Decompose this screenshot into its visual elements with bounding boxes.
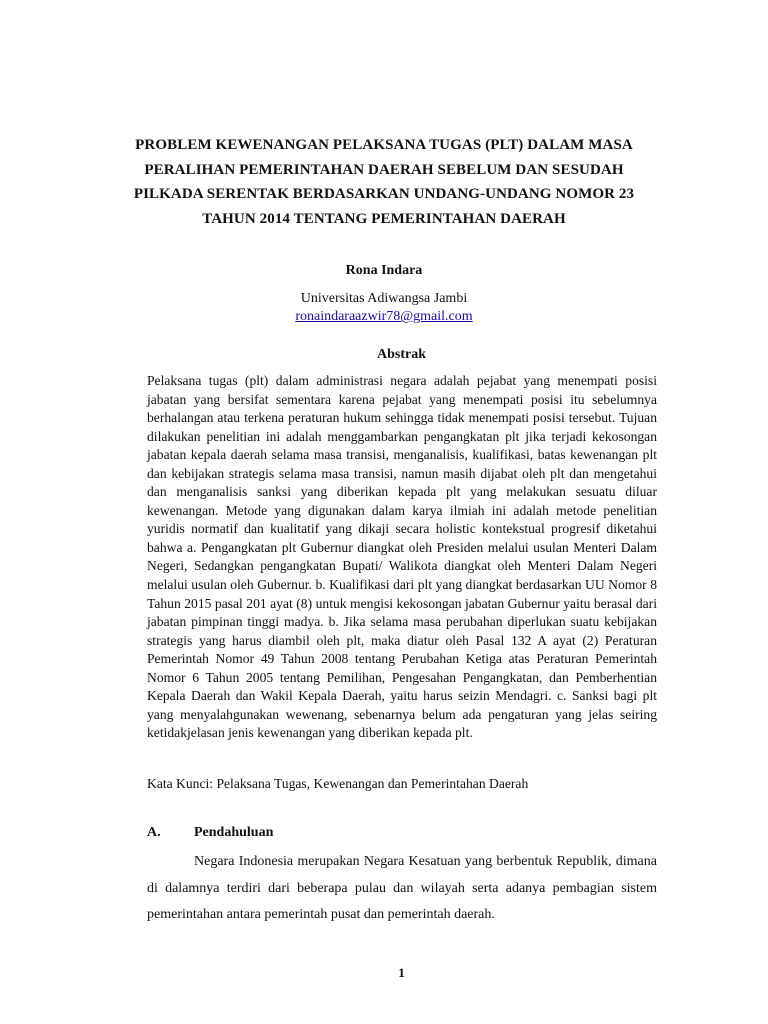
author-email[interactable] [0, 308, 768, 326]
keywords: Kata Kunci: Pelaksana Tugas, Kewenangan dan Pemerintahan Daerah [147, 776, 529, 791]
section-paragraph: Negara Indonesia merupakan Negara Kesatuan yang berbentuk Republik, dimana di dalamnya terdiri dari beberapa pulau dan wilayah serta adanya pembagian sistem pemerintahan antara pemerintah pusat dan pemerintah daerah. [147, 854, 657, 922]
email-link[interactable]: ronaindaraazwir78@gmail.com [295, 309, 473, 324]
page-number: 1 [398, 965, 405, 980]
paper-title: PROBLEM KEWENANGAN PELAKSANA TUGAS (PLT) DALAM MASA PERALIHAN PEMERINTAHAN DAERAH SEBELUM DAN SESUDAH PILKADA SERENTAK BERDASARKAN UNDANG-UNDANG NOMOR 23 TAHUN 2014 TENTANG PEMERINTAHAN DAERAH [133, 137, 635, 227]
author-name: Rona Indara [345, 263, 423, 278]
section-title: Pendahuluan [194, 825, 274, 840]
abstract-text: Pelaksana tugas (plt) dalam administrasi negara adalah pejabat yang menempati posisi jabatan yang bersifat sementara karena pejabat yang menempati posisi itu sebelumnya berhalangan atau terkena peraturan hukum sehingga tidak menempati posisi tersebut. Tujuan dilakukan penelitian ini adalah menggambarkan pengangkatan plt jika terjadi kekosongan jabatan kepala daerah selama masa transisi, menganalisis, kualifikasi, batas kewenangan plt dan kebijakan strategis selama masa transisi, namun masih dijabat oleh plt dan mengetahui dan menganalisis sanksi yang diberikan kepada plt yang melakukan sesuatu diluar kewenangan. Metode yang digunakan dalam karya ilmiah ini adalah metode penelitian yuridis normatif dan kualitatif yang dikaji secara holistic kontekstual progresif diketahui bahwa a. Pengangkatan plt Gubernur diangkat oleh Presiden melalui usulan Menteri Dalam Negeri, Sedangkan pengangkatan Bupati/ Walikota diangkat oleh Menteri Dalam Negeri melalui usulan oleh Gubernur. b. Kualifikasi dari plt yang diangkat berdasarkan UU Nomor 8 Tahun 2015 pasal 201 ayat (8) untuk mengisi kekosongan jabatan Gubernur yaitu berasal dari jabatan pimpinan tinggi madya. b. Jika selama masa perubahan diperlukan suatu kebijakan strategis yang harus diambil oleh plt, maka diatur oleh Pasal 132 A ayat (2) Peraturan Pemerintah Nomor 49 Tahun 2008 tentang Perubahan Ketiga atas Peraturan Pemerintah Nomor 6 Tahun 2005 tentang Pemilihan, Pengesahan Pengangkatan, dan Pemberhentian Kepala Daerah dan Wakil Kepala Daerah, yaitu harus seizin Mendagri. c. Sanksi bagi plt yang menyalahgunakan wewenang, sebenarnya belum ada pengaturan yang jelas seiring ketidakjelasan jenis kewenangan yang diberikan kepada plt. [147, 373, 657, 741]
abstract-heading: Abstrak [376, 347, 426, 362]
author-affiliation: Universitas Adiwangsa Jambi [300, 291, 468, 306]
section-number: A. [147, 825, 161, 840]
